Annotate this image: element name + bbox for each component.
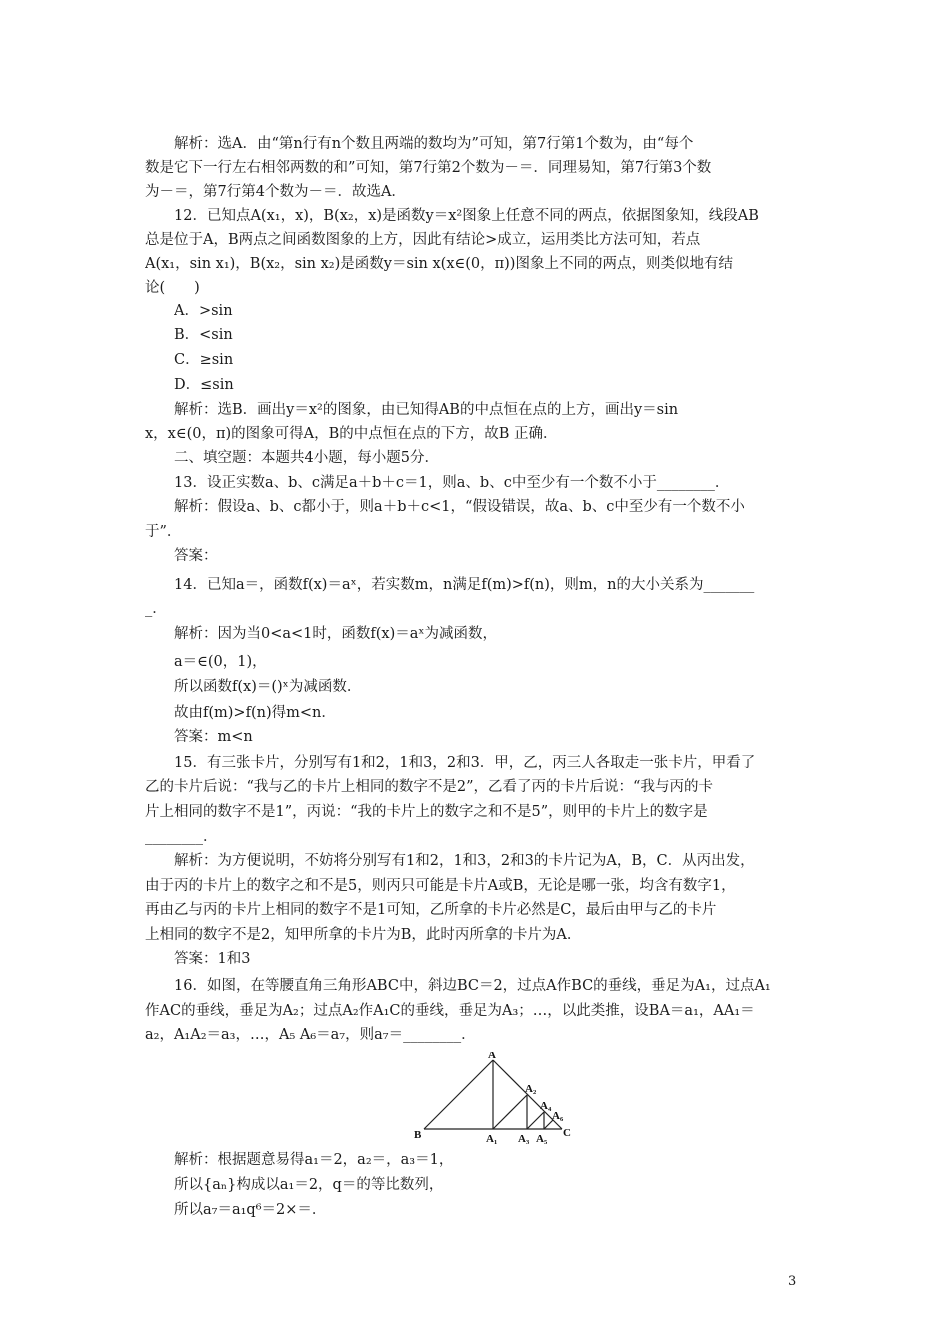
section-heading: 二、填空题：本题共4小题，每小题5分． bbox=[174, 450, 439, 466]
text-line: 由于丙的卡片上的数字之和不是5，则丙只可能是卡片A或B，无论是哪一张，均含有数字1， bbox=[145, 878, 736, 894]
text-line: 为－＝，第7行第4个数为－＝．故选A． bbox=[145, 184, 406, 200]
triangle-figure bbox=[412, 1052, 584, 1144]
segment-ba bbox=[424, 1060, 493, 1129]
text-line: 作AC的垂线，垂足为A₂；过点A₂作A₁C的垂线，垂足为A₃；…，以此类推，设BA＝a₁，AA₁＝ bbox=[145, 1003, 755, 1019]
text-line: 15．有三张卡片，分别写有1和2，1和3，2和3．甲，乙，丙三人各取走一张卡片，甲看了 bbox=[174, 755, 756, 771]
segment-a1a2 bbox=[493, 1095, 527, 1129]
text-line: ________． bbox=[145, 829, 218, 845]
text-line: 故由f(m)>f(n)得m<n． bbox=[174, 705, 336, 721]
text-line: 解析：根据题意易得a₁＝2，a₂＝，a₃＝1， bbox=[174, 1152, 454, 1168]
answer-line: 答案：m<n bbox=[174, 729, 253, 745]
label-c: C bbox=[563, 1127, 571, 1139]
text-line: 片上相同的数字不是1”，丙说：“我的卡片上的数字之和不是5”，则甲的卡片上的数字是 bbox=[145, 804, 708, 820]
text-line: 13．设正实数a、b、c满足a＋b＋c＝1，则a、b、c中至少有一个数不小于________． bbox=[174, 475, 730, 491]
label-a3: A₃ bbox=[518, 1133, 530, 1144]
text-line: 所以函数f(x)＝()ˣ为减函数． bbox=[174, 679, 362, 695]
label-a4: A₄ bbox=[540, 1100, 552, 1112]
label-a1: A₁ bbox=[486, 1133, 498, 1144]
label-b: B bbox=[414, 1129, 422, 1141]
text-line: 12．已知点A(x₁，x)，B(x₂，x)是函数y＝x²图象上任意不同的两点，依据图象知，线段AB bbox=[174, 208, 759, 224]
text-line: 解析：因为当0<a<1时，函数f(x)＝aˣ为减函数， bbox=[174, 626, 498, 642]
text-line: 于”． bbox=[145, 524, 182, 540]
option-d: D．≤sin bbox=[174, 377, 234, 393]
text-line: 解析：为方便说明，不妨将分别写有1和2，1和3，2和3的卡片记为A，B，C．从丙出发， bbox=[174, 853, 755, 869]
text-line: 所以a₇＝a₁q⁶＝2×＝． bbox=[174, 1202, 327, 1218]
label-a6: A₆ bbox=[552, 1110, 564, 1122]
segment-a3a4 bbox=[527, 1112, 544, 1129]
answer-line: 答案： bbox=[174, 548, 218, 564]
text-line: 数是它下一行左右相邻两数的和”可知，第7行第2个数为－＝．同理易知，第7行第3个数 bbox=[145, 160, 712, 176]
option-a: A．>sin bbox=[174, 303, 233, 319]
page-number: 3 bbox=[788, 1274, 797, 1289]
text-line: a＝∈(0，1)， bbox=[174, 654, 267, 670]
text-line: 14．已知a＝，函数f(x)＝aˣ，若实数m，n满足f(m)>f(n)，则m，n的大小关系为_______ bbox=[174, 577, 755, 593]
text-line: 16．如图，在等腰直角三角形ABC中，斜边BC＝2，过点A作BC的垂线，垂足为A₁，过点A₁ bbox=[174, 978, 771, 994]
text-line: 乙的卡片后说：“我与乙的卡片上相同的数字不是2”，乙看了丙的卡片后说：“我与丙的卡 bbox=[145, 779, 713, 795]
text-line: 解析：假设a、b、c都小于，则a＋b＋c<1，“假设错误，故a、b、c中至少有一个数不小 bbox=[174, 499, 745, 515]
label-a: A bbox=[488, 1052, 496, 1061]
text-line: _． bbox=[145, 601, 167, 617]
text-line: A(x₁，sin x₁)，B(x₂，sin x₂)是函数y＝sin x(x∈(0，π))图象上不同的两点，则类似地有结 bbox=[145, 256, 733, 272]
text-line: 总是位于A，B两点之间函数图象的上方，因此有结论>成立，运用类比方法可知，若点 bbox=[145, 232, 701, 248]
label-a2: A₂ bbox=[525, 1083, 537, 1095]
text-line: 解析：选A．由“第n行有n个数且两端的数均为”可知，第7行第1个数为，由“每个 bbox=[174, 136, 694, 152]
answer-line: 答案：1和3 bbox=[174, 951, 251, 967]
option-b: B．<sin bbox=[174, 327, 233, 343]
text-line: 所以{aₙ}构成以a₁＝2，q＝的等比数列， bbox=[174, 1177, 444, 1193]
label-a5: A₅ bbox=[536, 1133, 548, 1144]
text-line: 上相同的数字不是2，知甲所拿的卡片为B，此时丙所拿的卡片为A． bbox=[145, 927, 582, 943]
option-c: C．≥sin bbox=[174, 352, 234, 368]
text-line: x，x∈(0，π)的图象可得A，B的中点恒在点的下方，故B 正确． bbox=[145, 426, 558, 442]
text-line: 论( ) bbox=[145, 280, 200, 296]
text-line: 解析：选B．画出y＝x²的图象，由已知得AB的中点恒在点的上方，画出y＝sin bbox=[174, 402, 679, 418]
text-line: 再由乙与丙的卡片上相同的数字不是1可知，乙所拿的卡片必然是C，最后由甲与乙的卡片 bbox=[145, 902, 717, 918]
text-line: a₂，A₁A₂＝a₃，…，A₅ A₆＝a₇，则a₇＝________． bbox=[145, 1027, 476, 1043]
